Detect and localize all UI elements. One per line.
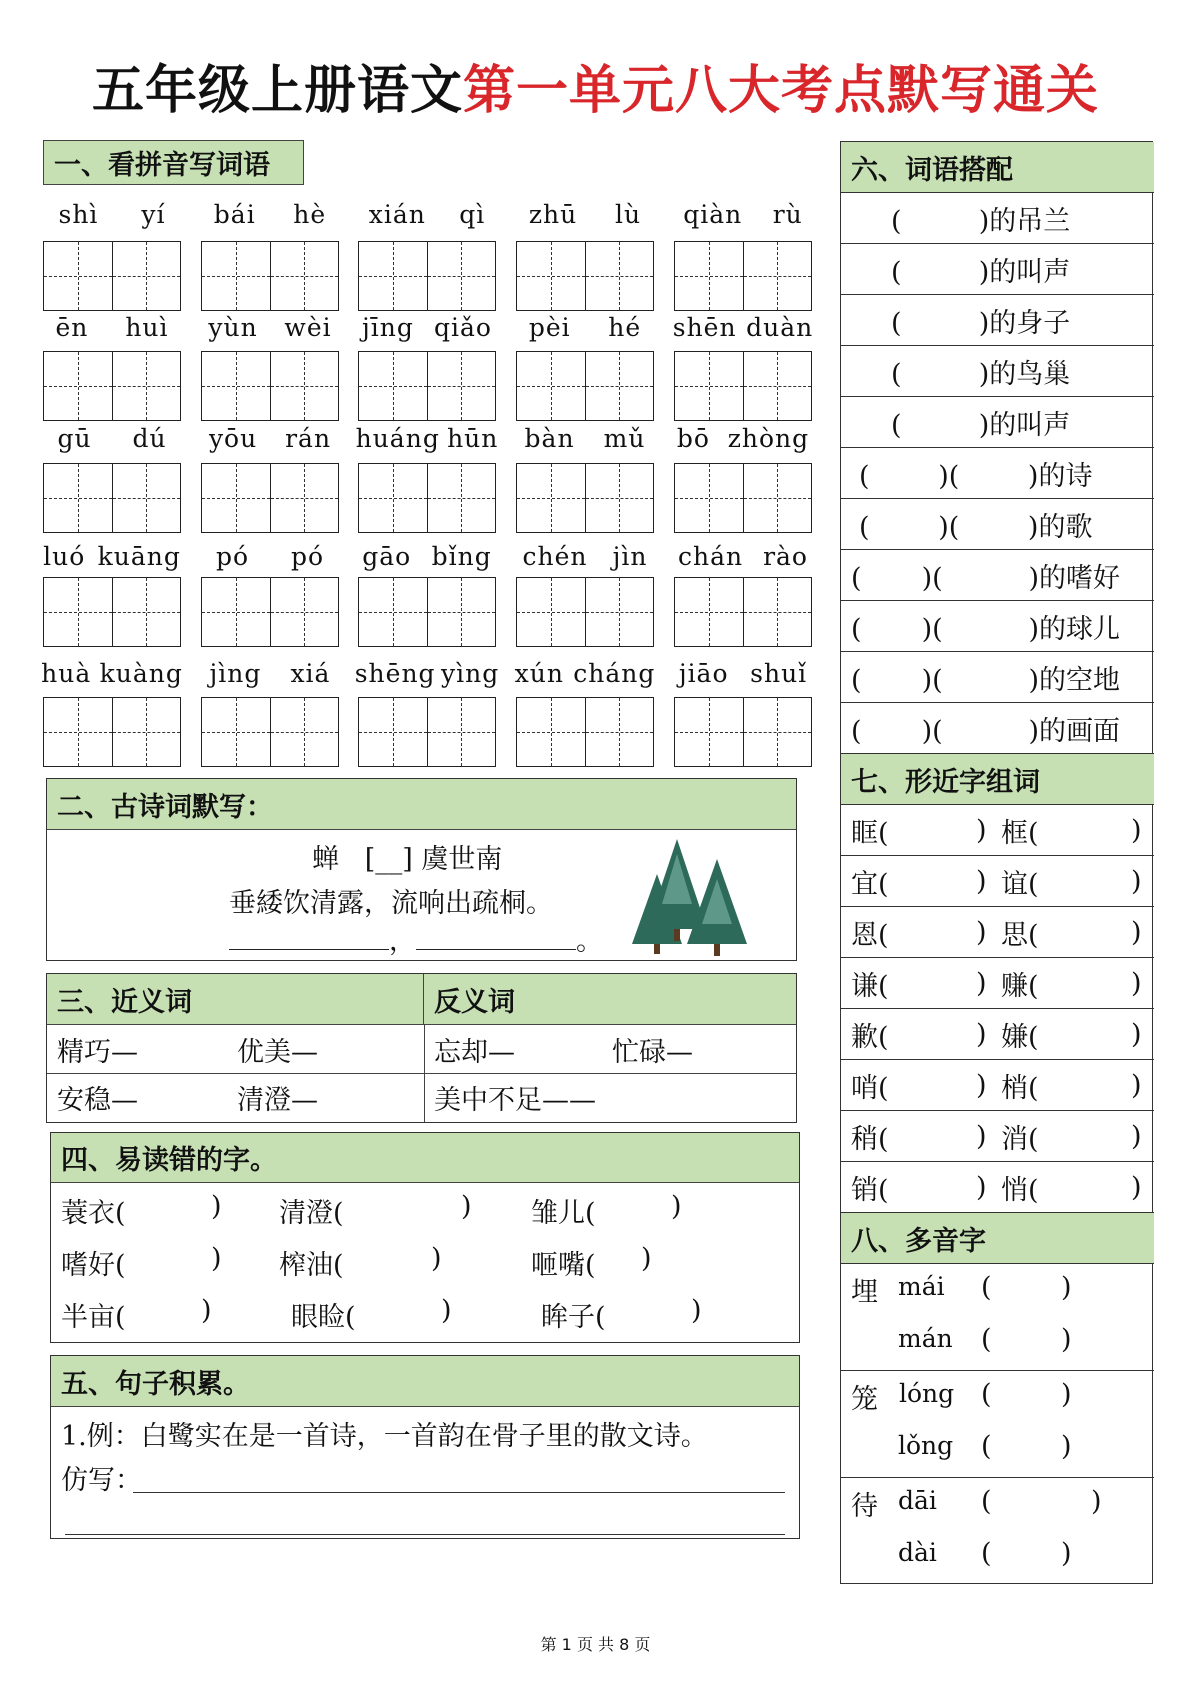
paren-close: ) (691, 1295, 702, 1326)
paren-close: ) (211, 1191, 222, 1222)
pinyin-syllable: qiǎo (433, 313, 492, 342)
page-title: 五年级上册语文第一单元八大考点默写通关 (91, 61, 1100, 121)
grid-cell[interactable] (517, 464, 586, 532)
grid-cell[interactable] (586, 352, 654, 420)
similar-char-row[interactable] (841, 958, 1154, 1009)
paren-close: ) (1131, 1171, 1142, 1203)
grid-cell[interactable] (202, 698, 271, 766)
char-item: 赚( (1001, 970, 1039, 1002)
tianzige-grid[interactable] (674, 463, 812, 533)
pinyin-syllable: xún (514, 659, 564, 688)
pinyin-label (668, 542, 818, 571)
pinyin-label (195, 313, 345, 342)
tianzige-grid[interactable] (201, 577, 339, 647)
synonyms-header: 三、近义词 (47, 974, 424, 1025)
paren-close: ) (1131, 814, 1142, 846)
paren-close: ) (976, 1171, 987, 1203)
grid-cell[interactable] (428, 242, 496, 310)
reading: lǒng (898, 1431, 954, 1460)
pinyin-syllable: shuǐ (750, 659, 808, 688)
grid-cell[interactable] (359, 242, 428, 310)
pinyin-label (37, 659, 187, 688)
collocation-row[interactable]: ( )( )的诗 (841, 448, 1154, 499)
grid-cell[interactable] (202, 578, 271, 646)
pinyin-label (510, 659, 660, 688)
reading: lóng (899, 1379, 955, 1408)
grid-cell[interactable] (113, 242, 181, 310)
pinyin-syllable: kuāng (97, 542, 181, 571)
pinyin-syllable: qiàn (683, 200, 743, 229)
tianzige-grid[interactable] (516, 463, 654, 533)
grid-cell[interactable] (428, 352, 496, 420)
pinyin-syllable: xián (368, 200, 426, 229)
tianzige-grid[interactable] (674, 697, 812, 767)
pinyin-syllable: bǐng (431, 542, 492, 571)
tianzige-grid[interactable] (43, 577, 181, 647)
collocation-row[interactable]: ( )( )的歌 (841, 499, 1154, 550)
tianzige-grid[interactable] (516, 351, 654, 421)
tianzige-grid[interactable] (43, 697, 181, 767)
pinyin-syllable: xiá (290, 659, 331, 688)
collocation-row[interactable]: ( )( )的画面 (841, 703, 1154, 754)
paren-close: ) (461, 1191, 472, 1222)
grid-cell[interactable] (271, 464, 339, 532)
antonym-item: 美中不足—— (434, 1085, 596, 1116)
similar-char-row[interactable] (841, 1111, 1154, 1162)
paren-open: ( (981, 1272, 992, 1303)
paren-open: ( (981, 1538, 992, 1569)
collocation-row[interactable]: ( )的吊兰 (841, 193, 1154, 244)
pinyin-label (668, 424, 818, 453)
pinyin-syllable: gū (57, 424, 92, 453)
antonym-item: 忘却— (434, 1037, 515, 1068)
tianzige-grid[interactable] (358, 241, 496, 311)
polyphone-char: 笼 (851, 1384, 878, 1415)
pinyin-syllable: qì (459, 200, 486, 229)
pinyin-syllable: dú (132, 424, 167, 453)
paren-open: ( (981, 1486, 992, 1517)
pinyin-syllable: yùn (208, 313, 258, 342)
pinyin-syllable: hè (293, 200, 327, 229)
grid-cell[interactable] (586, 464, 654, 532)
paren-close: ) (976, 1069, 987, 1101)
pinyin-syllable: bái (213, 200, 256, 229)
paren-open: ( (981, 1379, 992, 1410)
pinyin-syllable: pó (215, 542, 250, 571)
grid-cell[interactable] (44, 464, 113, 532)
grid-cell[interactable] (744, 242, 812, 310)
pinyin-syllable: zhū (528, 200, 578, 229)
tianzige-grid[interactable] (674, 577, 812, 647)
page-footer: 第 1 页 共 8 页 (540, 1635, 651, 1654)
pinyin-syllable: yìng (441, 659, 500, 688)
paren-close: ) (1061, 1538, 1072, 1569)
grid-cell[interactable] (271, 242, 339, 310)
grid-cell[interactable] (517, 352, 586, 420)
section-8-header: 八、多音字 (841, 1213, 1154, 1264)
similar-char-row[interactable] (841, 1009, 1154, 1060)
pinyin-syllable: duàn (746, 313, 814, 342)
tianzige-grid[interactable] (358, 463, 496, 533)
pinyin-syllable: lù (615, 200, 642, 229)
pinyin-syllable: mǔ (603, 424, 646, 453)
pinyin-syllable: chán (677, 542, 744, 571)
pinyin-syllable: rào (763, 542, 808, 571)
section-4-header: 四、易读错的字。 (51, 1133, 799, 1183)
paren-close: ) (976, 967, 987, 999)
pinyin-label (37, 313, 187, 342)
pinyin-syllable: ēn (55, 313, 89, 342)
pinyin-syllable: jiāo (678, 659, 729, 688)
tianzige-grid[interactable] (516, 577, 654, 647)
pinyin-label (195, 542, 345, 571)
paren-close: ) (671, 1191, 682, 1222)
grid-cell[interactable] (113, 464, 181, 532)
pinyin-syllable: jìn (612, 542, 648, 571)
antonyms-header: 反义词 (424, 974, 796, 1025)
char-item: 宜( (851, 868, 889, 900)
grid-cell[interactable] (744, 464, 812, 532)
polyphone-word: 雏儿( (531, 1198, 596, 1229)
paren-close: ) (1131, 1018, 1142, 1050)
collocation-row[interactable]: ( )的叫声 (841, 397, 1154, 448)
tianzige-grid[interactable] (516, 241, 654, 311)
pinyin-label (668, 659, 818, 688)
collocation-row[interactable]: ( )( )的球儿 (841, 601, 1154, 652)
answer-line[interactable] (65, 1534, 785, 1535)
pinyin-syllable: yí (141, 200, 166, 229)
tianzige-grid[interactable] (43, 351, 181, 421)
pinyin-syllable: huì (125, 313, 169, 342)
pinyin-label (195, 200, 345, 229)
pinyin-label (510, 313, 660, 342)
pinyin-label (195, 424, 345, 453)
section-2-header: 二、古诗词默写： (47, 779, 796, 830)
grid-cell[interactable] (44, 698, 113, 766)
polyphone-group (841, 1478, 1154, 1585)
grid-cell[interactable] (359, 578, 428, 646)
char-item: 框( (1001, 817, 1039, 849)
grid-cell[interactable] (44, 578, 113, 646)
char-item: 悄( (1001, 1174, 1039, 1206)
paren-close: ) (976, 916, 987, 948)
paren-close: ) (976, 1120, 987, 1152)
answer-line[interactable] (133, 1492, 785, 1493)
char-item: 梢( (1001, 1072, 1039, 1104)
similar-char-row[interactable] (841, 1162, 1154, 1213)
poem-heading: 蝉 [__] 虞世南 (312, 844, 503, 875)
tianzige-grid[interactable] (358, 577, 496, 647)
pinyin-label (37, 542, 187, 571)
paren-close: ) (1061, 1324, 1072, 1355)
paren-close: ) (1131, 916, 1142, 948)
pinyin-syllable: jìng (209, 659, 262, 688)
reading: dài (898, 1538, 937, 1567)
section-1-header: 一、看拼音写词语 (43, 140, 304, 185)
paren-close: ) (211, 1243, 222, 1274)
section-5-box (50, 1355, 800, 1539)
polyphone-group (841, 1371, 1154, 1478)
pinyin-label (668, 313, 818, 342)
grid-cell[interactable] (359, 464, 428, 532)
tianzige-grid[interactable] (201, 697, 339, 767)
pinyin-syllable: chén (522, 542, 588, 571)
reading: mái (898, 1272, 945, 1301)
grid-cell[interactable] (675, 578, 744, 646)
char-item: 嫌( (1001, 1021, 1039, 1053)
poem-answer-line[interactable]: ， 。 (229, 919, 603, 958)
section-3-box (46, 973, 797, 1123)
paren-close: ) (1131, 865, 1142, 897)
grid-cell[interactable] (202, 352, 271, 420)
section-7-header: 七、形近字组词 (841, 754, 1154, 805)
tianzige-grid[interactable] (358, 351, 496, 421)
paren-close: ) (976, 814, 987, 846)
pinyin-label (37, 200, 187, 229)
collocation-row[interactable]: ( )( )的空地 (841, 652, 1154, 703)
grid-cell[interactable] (359, 698, 428, 766)
polyphone-word: 眼睑( (291, 1302, 356, 1333)
char-item: 歉( (851, 1021, 889, 1053)
polyphone-char: 埋 (851, 1277, 878, 1308)
char-item: 思( (1001, 919, 1039, 951)
paren-close: ) (976, 865, 987, 897)
grid-cell[interactable] (517, 698, 586, 766)
paren-close: ) (976, 1018, 987, 1050)
tianzige-grid[interactable] (358, 697, 496, 767)
section-5-header: 五、句子积累。 (51, 1356, 799, 1407)
char-item: 消( (1001, 1123, 1039, 1155)
pinyin-label (352, 542, 502, 571)
pinyin-syllable: cháng (573, 659, 656, 688)
pinyin-syllable: luó (43, 542, 86, 571)
tianzige-grid[interactable] (43, 241, 181, 311)
paren-close: ) (1061, 1272, 1072, 1303)
pinyin-label (352, 659, 502, 688)
polyphone-word: 榨油( (279, 1250, 344, 1281)
pinyin-syllable: huáng (355, 424, 440, 453)
polyphone-group (841, 1264, 1154, 1371)
paren-close: ) (1061, 1431, 1072, 1462)
pinyin-syllable: yōu (208, 424, 258, 453)
pinyin-label (668, 200, 818, 229)
grid-cell[interactable] (675, 352, 744, 420)
polyphone-word: 清澄( (279, 1198, 344, 1229)
pinyin-syllable: shēn (672, 313, 737, 342)
pinyin-syllable: shēng (354, 659, 436, 688)
tianzige-grid[interactable] (43, 463, 181, 533)
pinyin-label (510, 424, 660, 453)
reading: dāi (898, 1486, 937, 1515)
paren-close: ) (441, 1295, 452, 1326)
similar-char-row[interactable] (841, 856, 1154, 907)
paren-open: ( (981, 1324, 992, 1355)
tianzige-grid[interactable] (201, 241, 339, 311)
grid-cell[interactable] (744, 698, 812, 766)
char-item: 谊( (1001, 868, 1039, 900)
collocation-row[interactable]: ( )( )的嗜好 (841, 550, 1154, 601)
similar-char-row[interactable] (841, 805, 1154, 856)
pinyin-label (195, 659, 345, 688)
pinyin-syllable: jīng (362, 313, 414, 342)
char-item: 谦( (851, 970, 889, 1002)
pinyin-syllable: gāo (362, 542, 412, 571)
grid-cell[interactable] (271, 698, 339, 766)
grid-cell[interactable] (586, 698, 654, 766)
grid-cell[interactable] (113, 698, 181, 766)
grid-cell[interactable] (675, 464, 744, 532)
section-6-header: 六、词语搭配 (841, 142, 1154, 193)
char-item: 哨( (851, 1072, 889, 1104)
collocation-row[interactable]: ( )的鸟巢 (841, 346, 1154, 397)
pinyin-label (510, 542, 660, 571)
antonym-item: 忙碌— (612, 1037, 693, 1068)
pinyin-label (37, 424, 187, 453)
pinyin-syllable: wèi (284, 313, 332, 342)
pinyin-syllable: huà (41, 659, 92, 688)
pinyin-syllable: bō (676, 424, 710, 453)
pinyin-syllable: rù (772, 200, 803, 229)
grid-cell[interactable] (744, 352, 812, 420)
synonym-item: 精巧— (57, 1037, 138, 1068)
char-item: 销( (851, 1174, 889, 1206)
pinyin-syllable: pèi (528, 313, 571, 342)
grid-cell[interactable] (44, 352, 113, 420)
section-2-box (46, 778, 797, 961)
paren-close: ) (201, 1295, 212, 1326)
grid-cell[interactable] (586, 242, 654, 310)
pinyin-syllable: rán (285, 424, 332, 453)
example-sentence: 1.例：白鹭实在是一首诗，一首韵在骨子里的散文诗。 (61, 1421, 708, 1452)
grid-cell[interactable] (113, 578, 181, 646)
paren-close: ) (1131, 1069, 1142, 1101)
grid-cell[interactable] (517, 578, 586, 646)
pinyin-syllable: shì (58, 200, 99, 229)
pine-trees-illustration (632, 834, 762, 959)
section-4-box (50, 1132, 800, 1343)
synonym-item: 优美— (237, 1037, 318, 1068)
pinyin-syllable: pó (290, 542, 325, 571)
poem-line-1: 垂緌饮清露，流响出疏桐。 (229, 888, 553, 919)
paren-close: ) (1131, 967, 1142, 999)
tianzige-grid[interactable] (201, 463, 339, 533)
grid-cell[interactable] (675, 698, 744, 766)
grid-cell[interactable] (271, 578, 339, 646)
grid-cell[interactable] (744, 578, 812, 646)
pinyin-syllable: kuàng (99, 659, 183, 688)
grid-cell[interactable] (202, 464, 271, 532)
char-item: 稍( (851, 1123, 889, 1155)
collocation-row[interactable]: ( )的身子 (841, 295, 1154, 346)
polyphone-word: 咂嘴( (531, 1250, 596, 1281)
polyphone-word: 眸子( (541, 1302, 606, 1333)
grid-cell[interactable] (428, 578, 496, 646)
grid-cell[interactable] (44, 242, 113, 310)
paren-close: ) (641, 1243, 652, 1274)
grid-cell[interactable] (517, 242, 586, 310)
imitate-label: 仿写： (61, 1465, 142, 1496)
polyphone-word: 蓑衣( (61, 1198, 126, 1229)
tianzige-grid[interactable] (516, 697, 654, 767)
paren-close: ) (1091, 1486, 1102, 1517)
pinyin-label (352, 424, 502, 453)
tianzige-grid[interactable] (201, 351, 339, 421)
grid-cell[interactable] (359, 352, 428, 420)
pinyin-syllable: zhòng (727, 424, 810, 453)
pinyin-syllable: hé (608, 313, 642, 342)
collocation-row[interactable]: ( )的叫声 (841, 244, 1154, 295)
polyphone-word: 嗜好( (61, 1250, 126, 1281)
paren-open: ( (981, 1431, 992, 1462)
grid-cell[interactable] (586, 578, 654, 646)
paren-close: ) (1061, 1379, 1072, 1410)
synonym-item: 清澄— (237, 1085, 318, 1116)
paren-close: ) (1131, 1120, 1142, 1152)
pinyin-syllable: hūn (447, 424, 499, 453)
polyphone-char: 待 (851, 1491, 878, 1522)
pinyin-label (510, 200, 660, 229)
tianzige-grid[interactable] (674, 241, 812, 311)
grid-cell[interactable] (202, 242, 271, 310)
polyphone-word: 半亩( (61, 1302, 126, 1333)
pinyin-label (352, 313, 502, 342)
char-item: 眶( (851, 817, 889, 849)
synonym-item: 安稳— (57, 1085, 138, 1116)
grid-cell[interactable] (428, 464, 496, 532)
paren-close: ) (431, 1243, 442, 1274)
grid-cell[interactable] (675, 242, 744, 310)
pinyin-syllable: bàn (524, 424, 575, 453)
char-item: 恩( (851, 919, 889, 951)
pinyin-label (352, 200, 502, 229)
grid-cell[interactable] (271, 352, 339, 420)
grid-cell[interactable] (113, 352, 181, 420)
similar-char-row[interactable] (841, 1060, 1154, 1111)
similar-char-row[interactable] (841, 907, 1154, 958)
right-panel (840, 141, 1153, 1584)
grid-cell[interactable] (428, 698, 496, 766)
reading: mán (898, 1324, 953, 1353)
tianzige-grid[interactable] (674, 351, 812, 421)
